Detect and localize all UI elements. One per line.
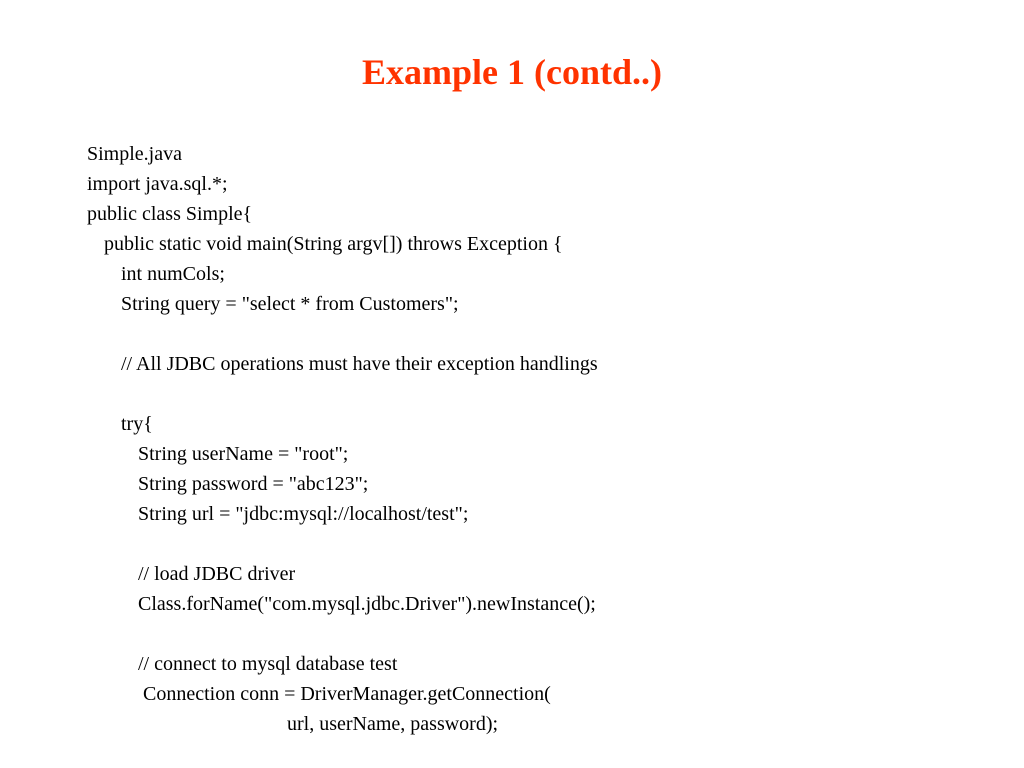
code-line-comment-load-driver: // load JDBC driver	[138, 563, 296, 585]
code-listing	[87, 139, 987, 739]
slide-title: Example 1 (contd..)	[362, 52, 662, 92]
code-line-class-forname: Class.forName("com.mysql.jdbc.Driver").newInstance();	[138, 593, 596, 615]
code-line-connection-args: url, userName, password);	[287, 713, 499, 735]
code-line-password: String password = "abc123";	[138, 473, 369, 495]
code-line-numcols: int numCols;	[121, 263, 225, 285]
code-line-try: try{	[121, 413, 153, 435]
code-line-blank	[87, 379, 987, 409]
code-line-query: String query = "select * from Customers";	[121, 293, 459, 315]
code-line-class-declaration: public class Simple{	[87, 203, 253, 225]
code-line-get-connection: Connection conn = DriverManager.getConnection(	[143, 683, 551, 705]
code-line-comment-exceptions: // All JDBC operations must have their exception handlings	[121, 353, 598, 375]
code-line-blank	[87, 319, 987, 349]
code-line-blank	[87, 619, 987, 649]
code-line-import: import java.sql.*;	[87, 173, 228, 195]
code-line-username: String userName = "root";	[138, 443, 349, 465]
code-line-main-method: public static void main(String argv[]) throws Exception {	[104, 233, 563, 255]
code-line-blank	[87, 529, 987, 559]
code-line-filename: Simple.java	[87, 143, 182, 165]
code-line-url: String url = "jdbc:mysql://localhost/test";	[138, 503, 469, 525]
code-line-comment-connect: // connect to mysql database test	[138, 653, 398, 675]
